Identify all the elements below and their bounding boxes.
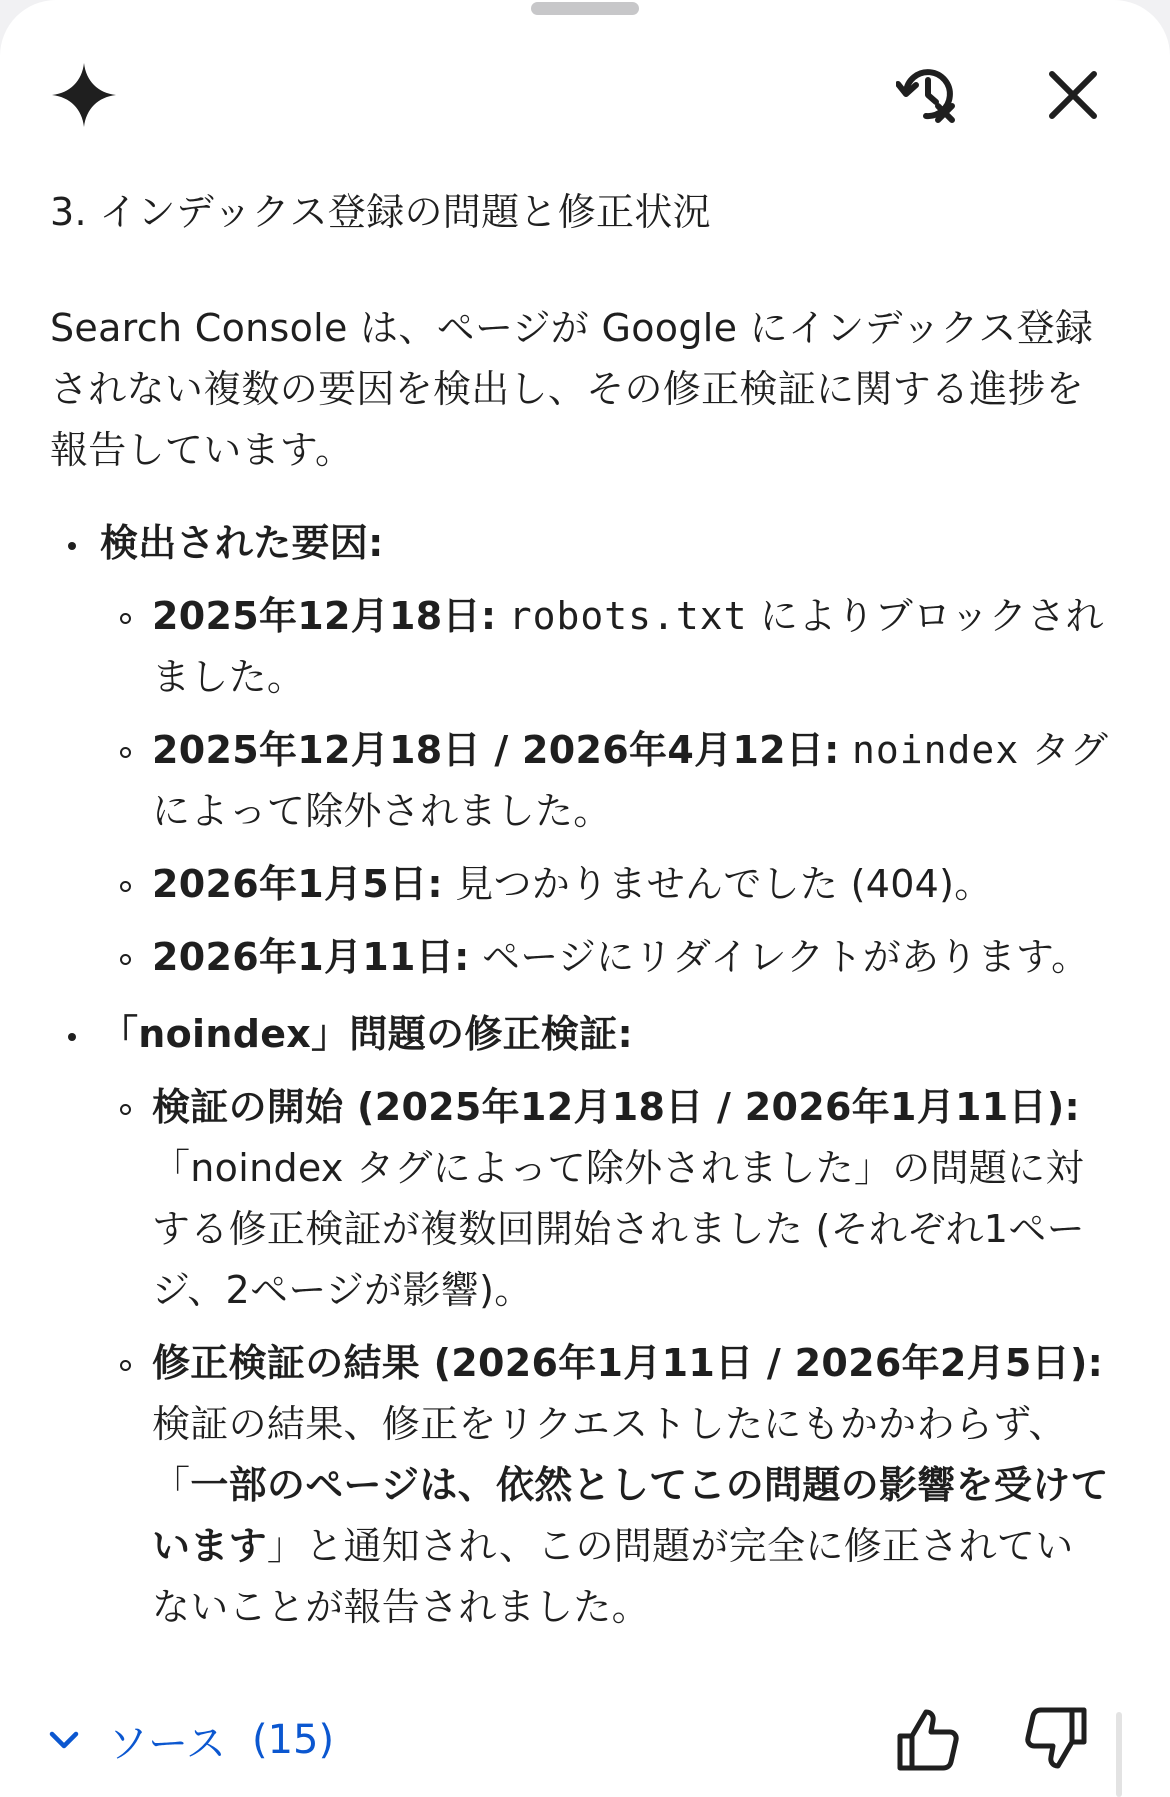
list-item xyxy=(100,586,1110,708)
response-footer xyxy=(0,1700,1170,1780)
list-item xyxy=(100,1077,1110,1321)
item-text: 」と通知され、この問題が完全に修正されていないことが報告されました。 xyxy=(152,1524,1074,1629)
gemini-sparkle-icon xyxy=(52,63,116,127)
list-item xyxy=(100,1333,1110,1638)
list-item-noindex-validation xyxy=(50,1004,1110,1638)
bullet-list xyxy=(50,513,1110,1638)
section-heading: 3. インデックス登録の問題と修正状況 xyxy=(50,190,711,234)
code-text: robots.txt xyxy=(508,594,748,638)
response-content xyxy=(50,180,1110,1638)
list-item-detected-causes xyxy=(50,513,1110,988)
sub-list xyxy=(100,1077,1110,1638)
close-icon[interactable] xyxy=(1046,68,1100,122)
chevron-down-icon xyxy=(46,1722,82,1758)
item-text: 「noindex タグによって除外されました」の問題に対する修正検証が複数回開始されました (それぞれ1ページ、2ページが影響)。 xyxy=(152,1146,1085,1312)
scrollbar[interactable] xyxy=(1116,1712,1122,1797)
list-item-title: 検出された要因: xyxy=(100,521,384,565)
list-item xyxy=(100,720,1110,842)
emphasis-text: 一部のページは、依然としてこの問題の影響を受けています xyxy=(152,1463,1109,1568)
list-item xyxy=(100,927,1110,988)
sources-toggle[interactable] xyxy=(46,1710,334,1770)
thumb-down-icon[interactable] xyxy=(1022,1704,1092,1774)
sources-label: ソース xyxy=(108,1720,226,1767)
intro-paragraph: Search Console は、ページが Google にインデックス登録されない複数の要因を検出し、その修正検証に関する進捗を報告しています。 xyxy=(50,306,1094,472)
item-text: 見つかりませんでした (404)。 xyxy=(442,862,993,906)
sources-count: (15) xyxy=(252,1717,335,1763)
item-label: 修正検証の結果 (2026年1月11日 / 2026年2月5日): xyxy=(152,1341,1104,1385)
item-text: タグによって除外されました。 xyxy=(152,728,1109,833)
list-item-title: 「noindex」問題の修正検証: xyxy=(100,1012,634,1056)
code-text: noindex xyxy=(852,728,1020,772)
date-label: 2025年12月18日: xyxy=(152,594,497,638)
item-text: ページにリダイレクトがあります。 xyxy=(469,935,1090,979)
date-label: 2026年1月5日: xyxy=(152,862,443,906)
item-label: 検証の開始 (2025年12月18日 / 2026年1月11日): xyxy=(152,1085,1081,1129)
drag-handle[interactable] xyxy=(531,2,639,15)
item-text: 検証の結果、修正をリクエストしたにもかかわらず、「 xyxy=(152,1402,1067,1507)
item-text: によりブロックされました。 xyxy=(152,594,1104,699)
list-item xyxy=(100,854,1110,915)
date-label: 2026年1月11日: xyxy=(152,935,470,979)
history-off-icon[interactable] xyxy=(896,62,960,126)
date-label: 2025年12月18日 / 2026年4月12日: xyxy=(152,728,840,772)
sub-list xyxy=(100,586,1110,988)
thumb-up-icon[interactable] xyxy=(892,1704,962,1774)
